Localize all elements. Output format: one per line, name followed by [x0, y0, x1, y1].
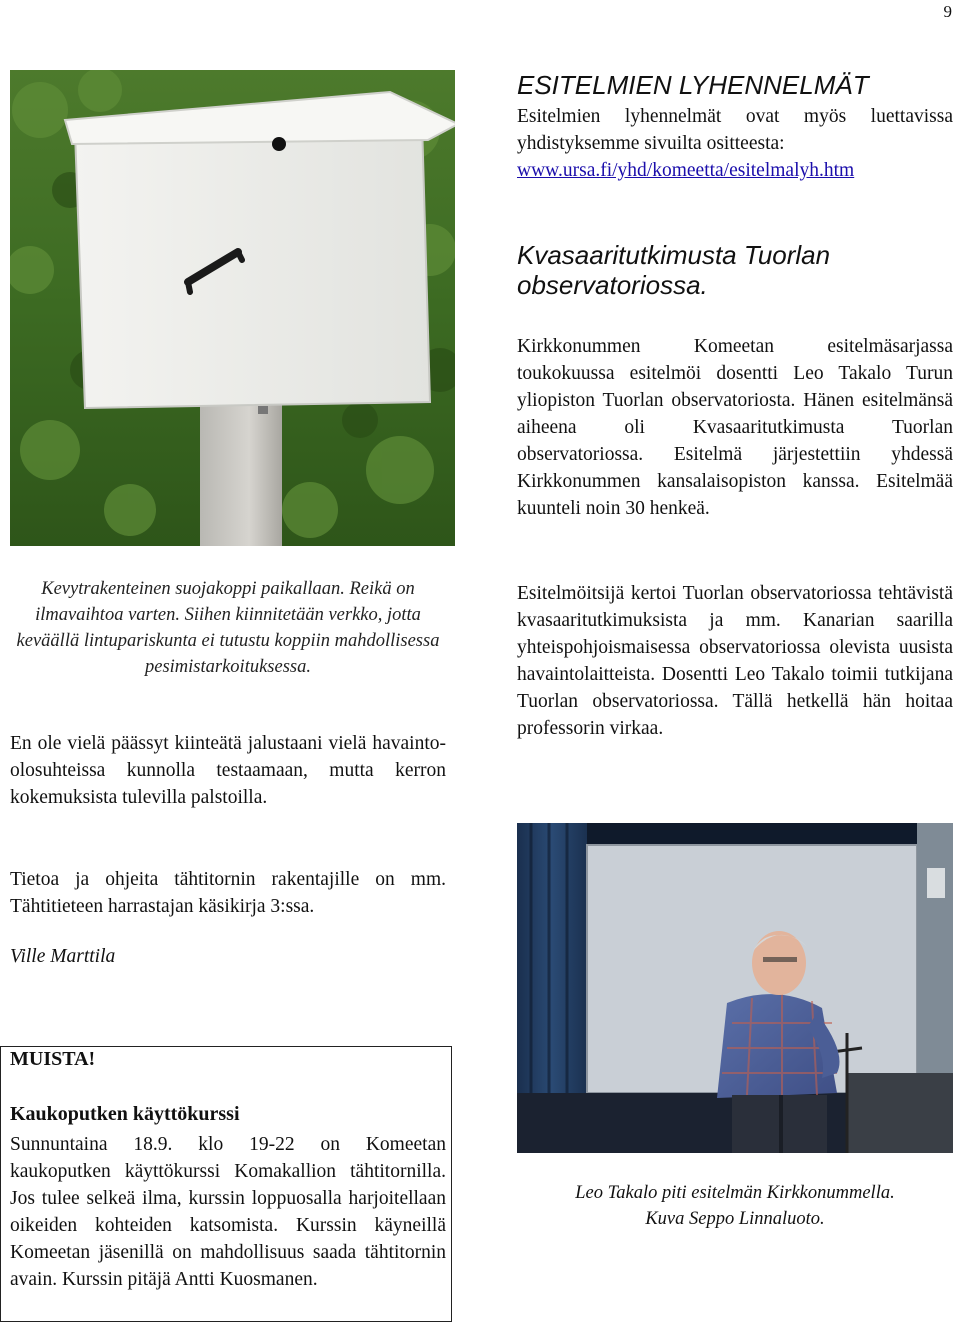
intro-text: Esitelmien lyhennelmät ovat myös luettavissa yhdistyksemme sivuilta ositteesta: — [517, 106, 953, 154]
course-title: Kaukoputken käyttökurssi — [10, 1103, 240, 1125]
reminder-title: MUISTA! — [10, 1048, 96, 1070]
photo-caption: Kevytrakenteinen suojakoppi paikallaan. Reikä on ilmavaihtoa varten. Siihen kiinnitetään verkko, jotta keväällä lintupariskunta ei tutustu koppiin mahdollisessa pesimistarkoituksessa. — [16, 579, 440, 677]
page-number: 9 — [943, 2, 952, 21]
caption-line: Kuva Seppo Linnaluoto. — [645, 1209, 825, 1229]
course-description: Sunnuntaina 18.9. klo 19-22 on Komeetan kaukoputken käyttökurssi Komakallion tähtitornilla. Jos tulee selkeä ilma, kurssin loppuosalla harjoitellaan oikeiden kohteiden katsomista. Kurssin käyneillä Komeetan jäsenillä on mahdollisuus saada tähtitornin avain. Kurssin pitäjä Antti Kuosmanen. — [10, 1134, 446, 1290]
caption-line: Leo Takalo piti esitelmän Kirkkonummella. — [575, 1183, 895, 1203]
author-name: Ville Marttila — [10, 946, 116, 967]
paragraph: En ole vielä päässyt kiinteätä jalustaani vielä havainto-olosuhteissa kunnolla testaamaan, mutta kerron kokemuksista tulevilla palstoilla. — [10, 733, 446, 808]
paragraph: Tietoa ja ohjeita tähtitornin rakentajille on mm. Tähtitieteen harrastajan käsikirja 3:ssa. — [10, 869, 446, 917]
section-heading: ESITELMIEN LYHENNELMÄT — [517, 70, 869, 100]
paragraph: Esitelmöitsijä kertoi Tuorlan observatoriossa tehtävistä kvasaaritutkimuksista ja mm. Kanarian saarilla yhteispohjoismaisessa observatoriossa olevista uusista havaintolaitteista. Dosentti Leo Takalo toimii tutkijana Tuorlan observatoriossa. Tällä hetkellä hän hoitaa professorin virkaa. — [517, 583, 953, 739]
article-heading: Kvasaaritutkimusta Tuorlan observatoriossa. — [517, 240, 831, 300]
photo-lecturer — [517, 823, 953, 1153]
intro-paragraph — [517, 103, 953, 184]
esitelmat-link[interactable]: www.ursa.fi/yhd/komeetta/esitelmalyh.htm — [517, 160, 855, 181]
paragraph: Kirkkonummen Komeetan esitelmäsarjassa toukokuussa esitelmöi dosentti Leo Takalo Turun yliopiston Tuorlan observatoriosta. Hänen esitelmänsä aiheena oli Kvasaaritutkimusta Tuorlan observatoriossa. Esitelmä järjestettiin yhdessä Kirkkonummen kansalaisopiston kanssa. Esitelmää kuunteli noin 30 henkeä. — [517, 336, 953, 519]
photo-shelter-box — [10, 70, 455, 546]
photo-caption — [517, 1180, 953, 1232]
